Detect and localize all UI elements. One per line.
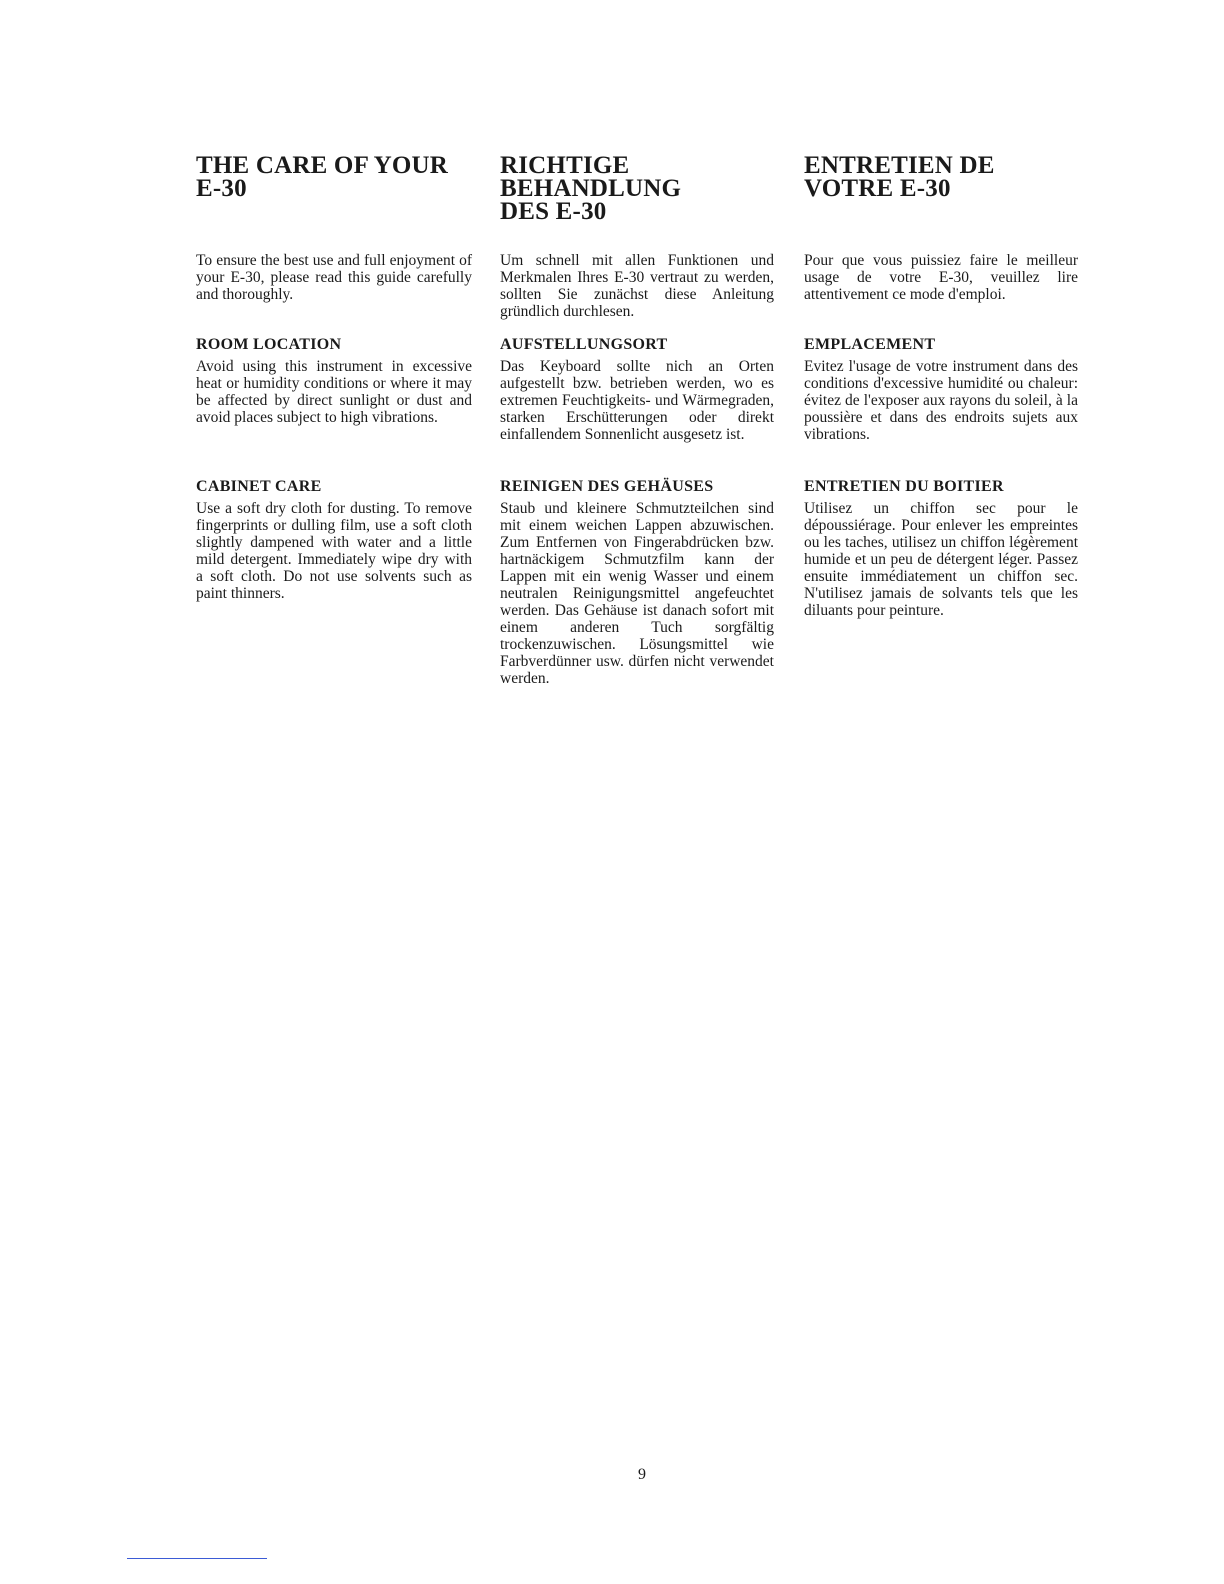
column-english [196, 154, 472, 602]
intro-paragraph: To ensure the best use and full enjoyment of your E-30, please read this guide carefully and thoroughly. [196, 252, 472, 303]
section-heading: AUFSTELLUNGSORT [500, 336, 668, 353]
title-line: THE CARE OF YOUR [196, 152, 449, 179]
footer-rule [127, 1558, 267, 1559]
section-heading: CABINET CARE [196, 478, 322, 495]
title-line: ENTRETIEN DE [804, 152, 995, 179]
cabinet-care-section [196, 478, 472, 602]
section-text: Utilisez un chiffon sec pour le dépoussiérage. Pour enlever les empreintes ou les taches, utilisez un chiffon légèrement humide et un peu de détergent léger. Passez ensuite immédiatement un chiffon sec. N'utilisez jamais de solvants tels que les diluants pour peinture. [804, 500, 1078, 619]
cabinet-care-section [500, 478, 774, 687]
title-line: DES E-30 [500, 198, 607, 225]
section-heading: EMPLACEMENT [804, 336, 936, 353]
intro-paragraph: Um schnell mit allen Funktionen und Merkmalen Ihres E-30 vertraut zu werden, sollten Sie zunächst diese Anleitung gründlich durchlesen. [500, 252, 774, 320]
section-text: Das Keyboard sollte nich an Orten aufgestellt bzw. betrieben werden, wo es extremen Feuchtigkeits- und Wärmegraden, starken Erschütterungen oder direkt einfallendem Sonnenlicht ausgesetz ist. [500, 358, 774, 443]
section-heading: REINIGEN DES GEHÄUSES [500, 478, 714, 495]
section-text: Staub und kleinere Schmutzteilchen sind mit einem weichen Lappen abzuwischen. Zum Entfernen von Fingerabdrücken bzw. hartnäckigem Schmutzfilm kann der Lappen mit ein wenig Wasser und einem neutralen Reinigungsmittel angefeuchtet werden. Das Gehäuse ist danach sofort mit einem anderen Tuch sorgfältig trockenzuwischen. Lösungsmittel wie Farbverdünner usw. dürfen nicht verwendet werden. [500, 500, 774, 687]
title-line: VOTRE E-30 [804, 175, 951, 202]
title-line: BEHANDLUNG [500, 175, 682, 202]
column-french [804, 154, 1078, 619]
column-title [804, 154, 1078, 252]
intro-paragraph: Pour que vous puissiez faire le meilleur usage de votre E-30, veuillez lire attentivement ce mode d'emploi. [804, 252, 1078, 303]
column-title [500, 154, 774, 252]
section-heading: ROOM LOCATION [196, 336, 342, 353]
cabinet-care-section [804, 478, 1078, 619]
section-text: Avoid using this instrument in excessive heat or humidity conditions or where it may be affected by direct sunlight or dust and avoid places subject to high vibrations. [196, 358, 472, 426]
room-location-section [500, 336, 774, 478]
section-text: Evitez l'usage de votre instrument dans des conditions d'excessive humidité ou chaleur: évitez de l'exposer aux rayons du soleil, à la poussière et dans des endroits sujets aux vibrations. [804, 358, 1078, 443]
section-text: Use a soft dry cloth for dusting. To remove fingerprints or dulling film, use a soft cloth slightly dampened with water and a little mild detergent. Immediately wipe dry with a soft cloth. Do not use solvents such as paint thinners. [196, 500, 472, 602]
title-line: RICHTIGE [500, 152, 630, 179]
room-location-section [196, 336, 472, 478]
column-title [196, 154, 472, 252]
room-location-section [804, 336, 1078, 478]
title-line: E-30 [196, 175, 247, 202]
section-heading: ENTRETIEN DU BOITIER [804, 478, 1004, 495]
page-number: 9 [638, 1466, 646, 1483]
column-german [500, 154, 774, 687]
